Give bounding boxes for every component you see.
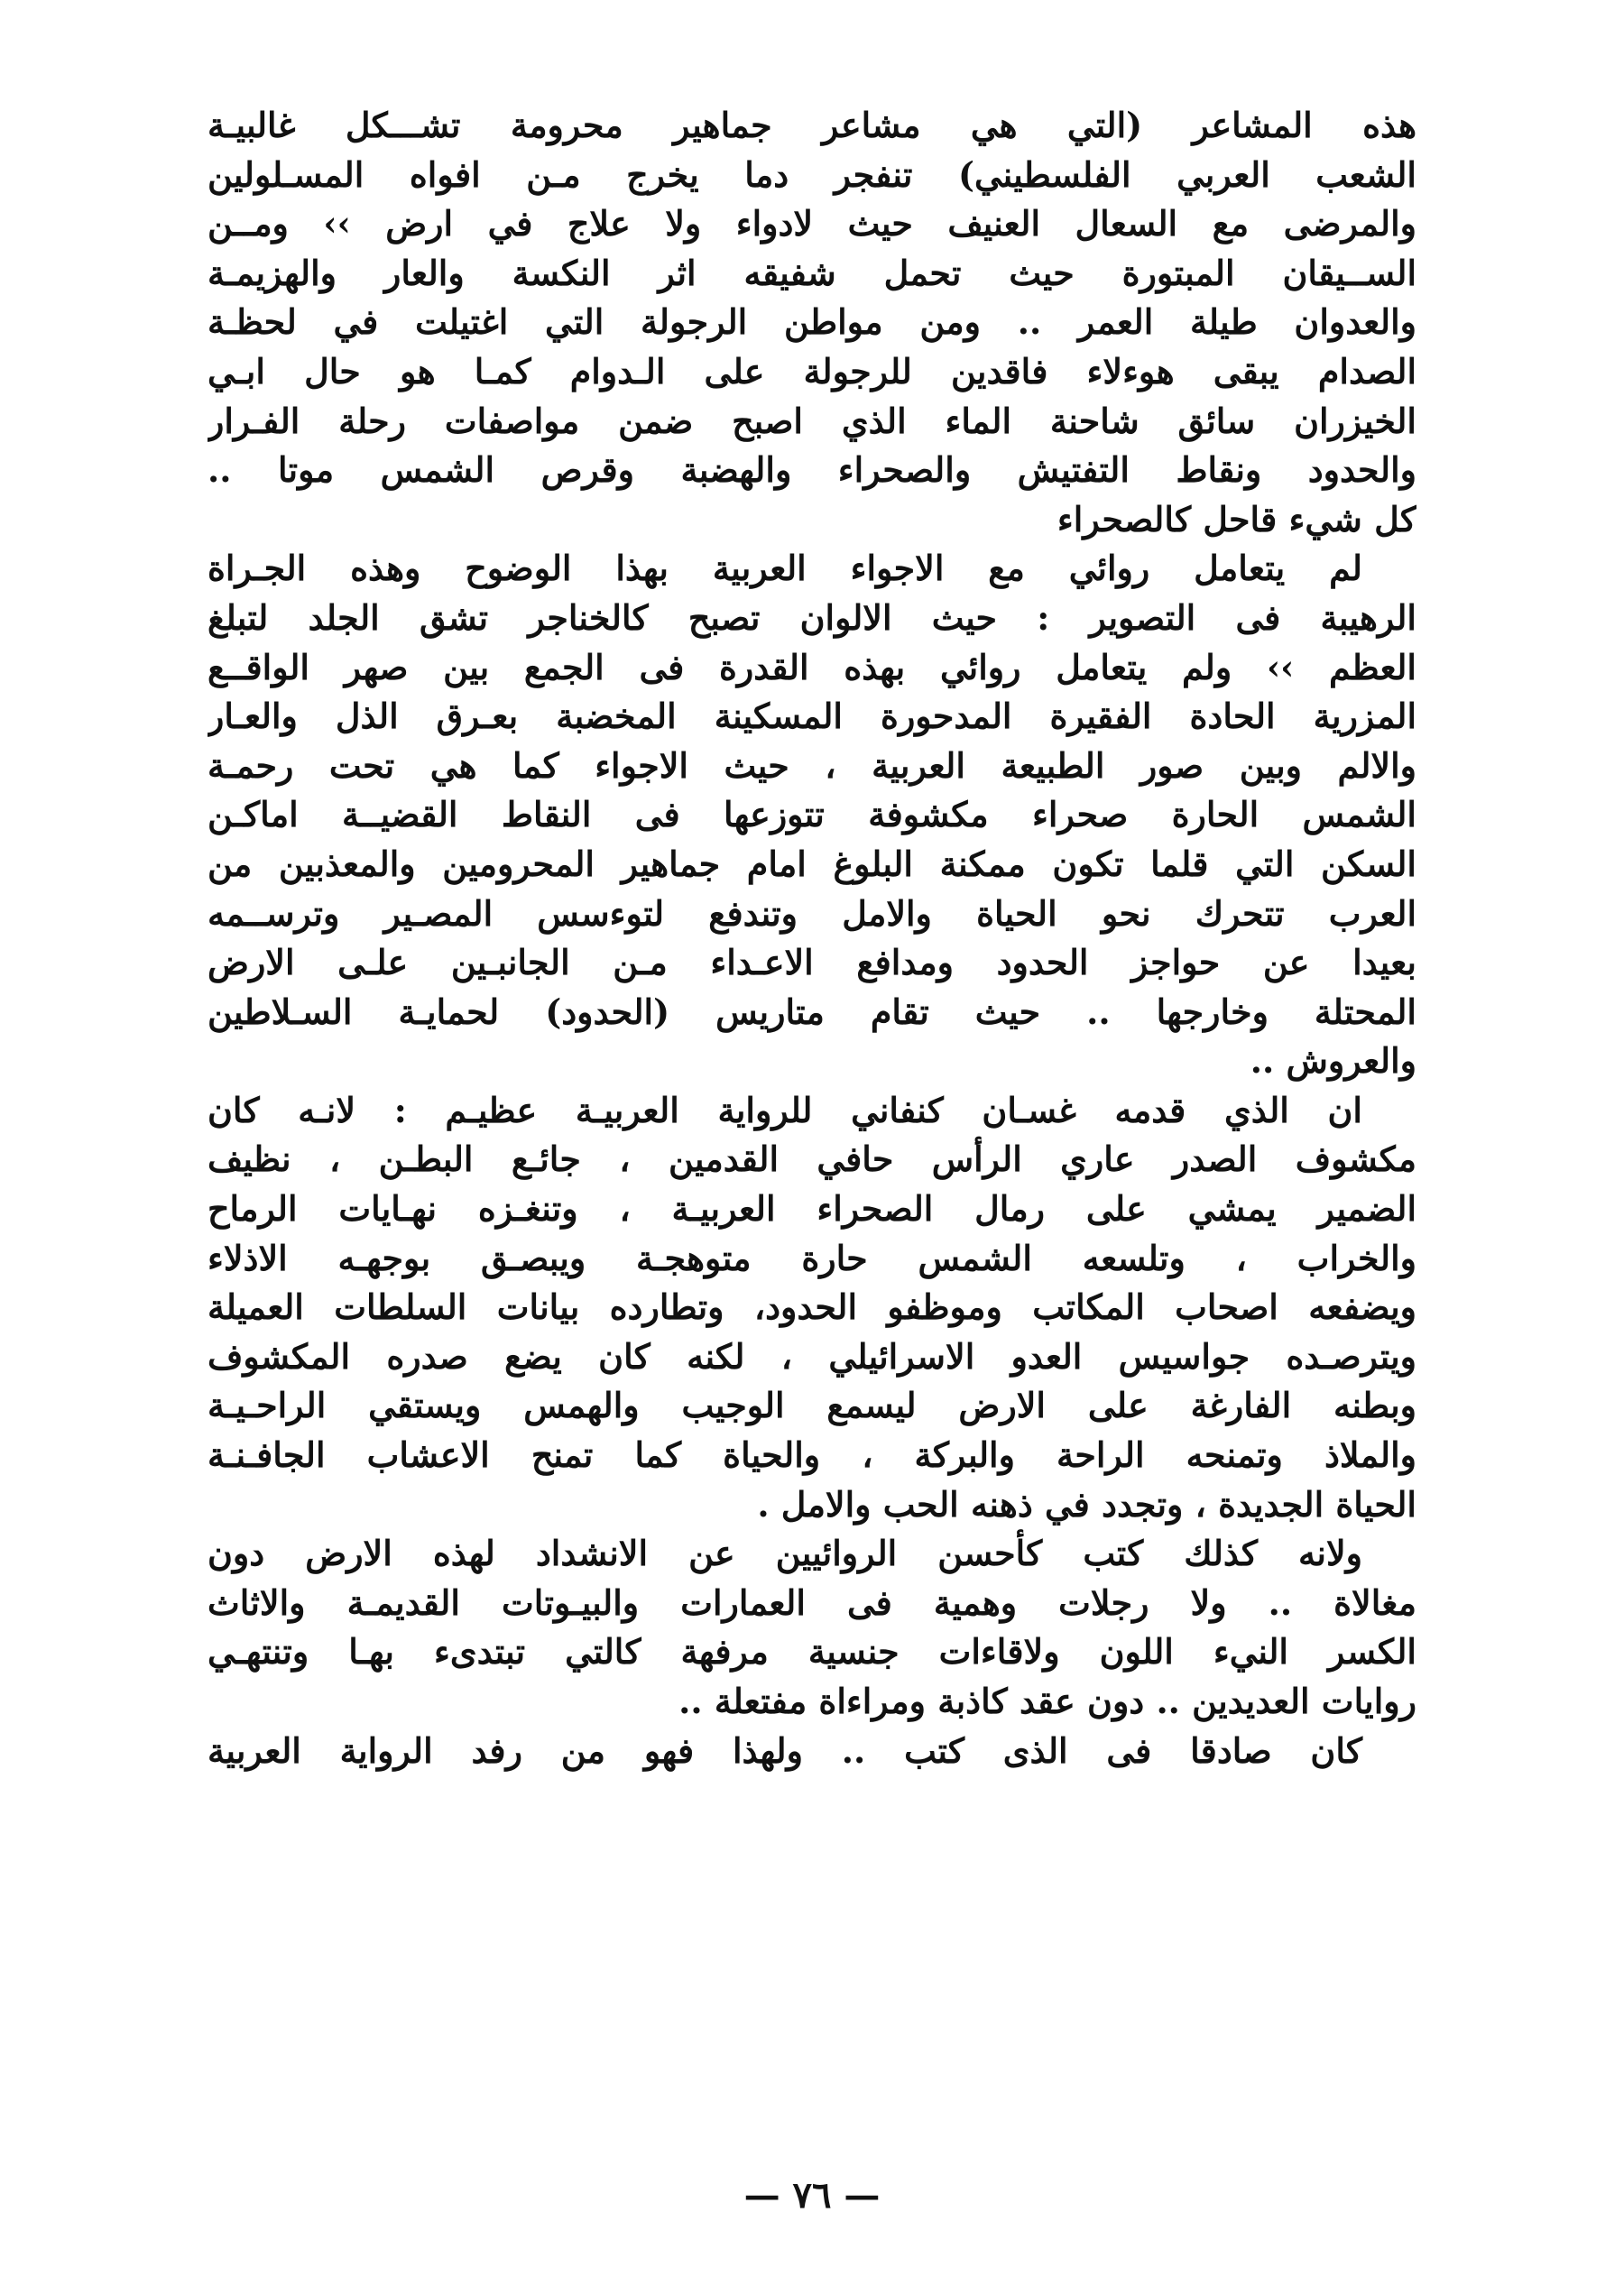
text-line: لم يتعامل روائي مع الاجواء العربية بهذا الوضوح وهذه الجـراة	[208, 548, 1362, 589]
text-line: مكشوف الصدر عاري الرأس حافي القدمين ، جائـع البطـن ، نظيف	[208, 1138, 1416, 1180]
body-text	[208, 101, 1416, 1775]
text-line: والملاذ وتمنحه الراحة والبركة ، والحياة كما تمنح الاعشاب الجافـنـة	[208, 1434, 1416, 1476]
text-line: الشمس الحارة صحراء مكشوفة تتوزعها فى النقاط القضيــة اماكـن	[208, 794, 1416, 835]
text-line: ويضفعه اصحاب المكاتب وموظفو الحدود، وتطارده بيانات السلطات العميلة	[208, 1286, 1416, 1328]
text-line: الشعب العربي الفلسطيني) تنفجر دما يخرج مـن افواه المسـلولين	[208, 153, 1416, 195]
text-line: الحياة الجديدة ، وتجدد في ذهنه الحب والامل .	[757, 1483, 1416, 1525]
text-line: السكن التي قلما تكون ممكنة البلوغ امام جماهير المحرومين والمعذبين من	[208, 843, 1416, 884]
text-line: وبطنه الفارغة على الارض ليسمع الوجيب والهمس ويستقي الراحـيـة	[208, 1385, 1416, 1426]
text-line: العرب تتحرك نحو الحياة والامل وتندفع لتوءسس المصـير وترســمه	[208, 892, 1416, 934]
text-line: هذه المشاعر (التي هي مشاعر جماهير محرومة تشـــكل غالبيـة	[208, 105, 1416, 145]
text-line: الخيزران سائق شاحنة الماء الذي اصبح ضمن مواصفات رحلة الفـرار	[208, 400, 1416, 441]
page-number: — ٧٦ —	[743, 2174, 881, 2217]
text-line: الصدام يبقى هوءلاء فاقدين للرجولة على الـدوام كمـا هو حال ابـي	[208, 350, 1416, 392]
text-line: والالم وبين صور الطبيعة العربية ، حيث الاجواء كما هي تحت رحمـة	[208, 744, 1416, 786]
text-line: كان صادقا فى الذى كتب .. ولهذا فهو من رفد الرواية العربية	[208, 1729, 1362, 1771]
text-line: المحتلة وخارجها .. حيث تقام متاريس (الحدود) لحمايـة السـلاطين	[208, 991, 1416, 1032]
text-line: الرهيبة فى التصوير : حيث الالوان تصبح كالخناجر تشق الجلد لتبلغ	[208, 596, 1416, 638]
text-line: الســيقان المبتورة حيث تحمل شفيقه اثر النكسة والعار والهزيمـة	[208, 252, 1416, 293]
text-line: مغالاة .. ولا رجلات وهمية فى العمارات والبيـوتات القديمـة والاثاث	[208, 1581, 1416, 1623]
text-line: العظم ›› ولم يتعامل روائي بهذه القدرة فى الجمع بين صهر الواقــع	[208, 646, 1416, 687]
text-line: والخراب ، وتلسعه الشمس حارة متوهجـة ويبصـق بوجهـه الاذلاء	[208, 1237, 1416, 1278]
text-line: الكسر النيء اللون ولاقاءات جنسية مرفهة كالتي تبتدىء بهـا وتنتهـي	[208, 1631, 1416, 1673]
text-line: والحدود ونقاط التفتيش والصحراء والهضبة وقرص الشمس موتا ..	[208, 449, 1416, 491]
text-line: بعيدا عن حواجز الحدود ومدافع الاعـداء مـن الجانبـين علـى الارض	[208, 942, 1416, 983]
text-line: المزرية الحادة الفقيرة المدحورة المسكينة المخضبة بعـرق الذل والعـار	[208, 696, 1416, 737]
text-line: الضمير يمشي على رمال الصحراء العربيـة ، وتنغـزه نهـايات الرماح	[208, 1188, 1416, 1230]
text-line: والمرضى مع السعال العنيف حيث لادواء ولا علاج في ارض ›› ومــن	[208, 203, 1416, 244]
text-line: ان الذي قدمه غسـان كنفاني للرواية العربيـة عظيـم : لانـه كان	[208, 1089, 1362, 1130]
text-line: والعروش ..	[1250, 1040, 1416, 1082]
text-line: والعدوان طيلة العمر .. ومن مواطن الرجولة التي اغتيلت في لحظـة	[208, 301, 1416, 343]
text-line: ولانه كذلك كتب كأحسن الروائيين عن الانشداد لهذه الارض دون	[208, 1533, 1362, 1574]
text-line: روايات العديدين .. دون عقد كاذبة ومراءاة مفتعلة ..	[678, 1681, 1416, 1721]
text-line: كل شيء قاحل كالصحراء	[1057, 498, 1416, 539]
text-line: ويترصـده جواسيس العدو الاسرائيلي ، لكنه كان يضع صدره المكشوف	[208, 1335, 1416, 1377]
